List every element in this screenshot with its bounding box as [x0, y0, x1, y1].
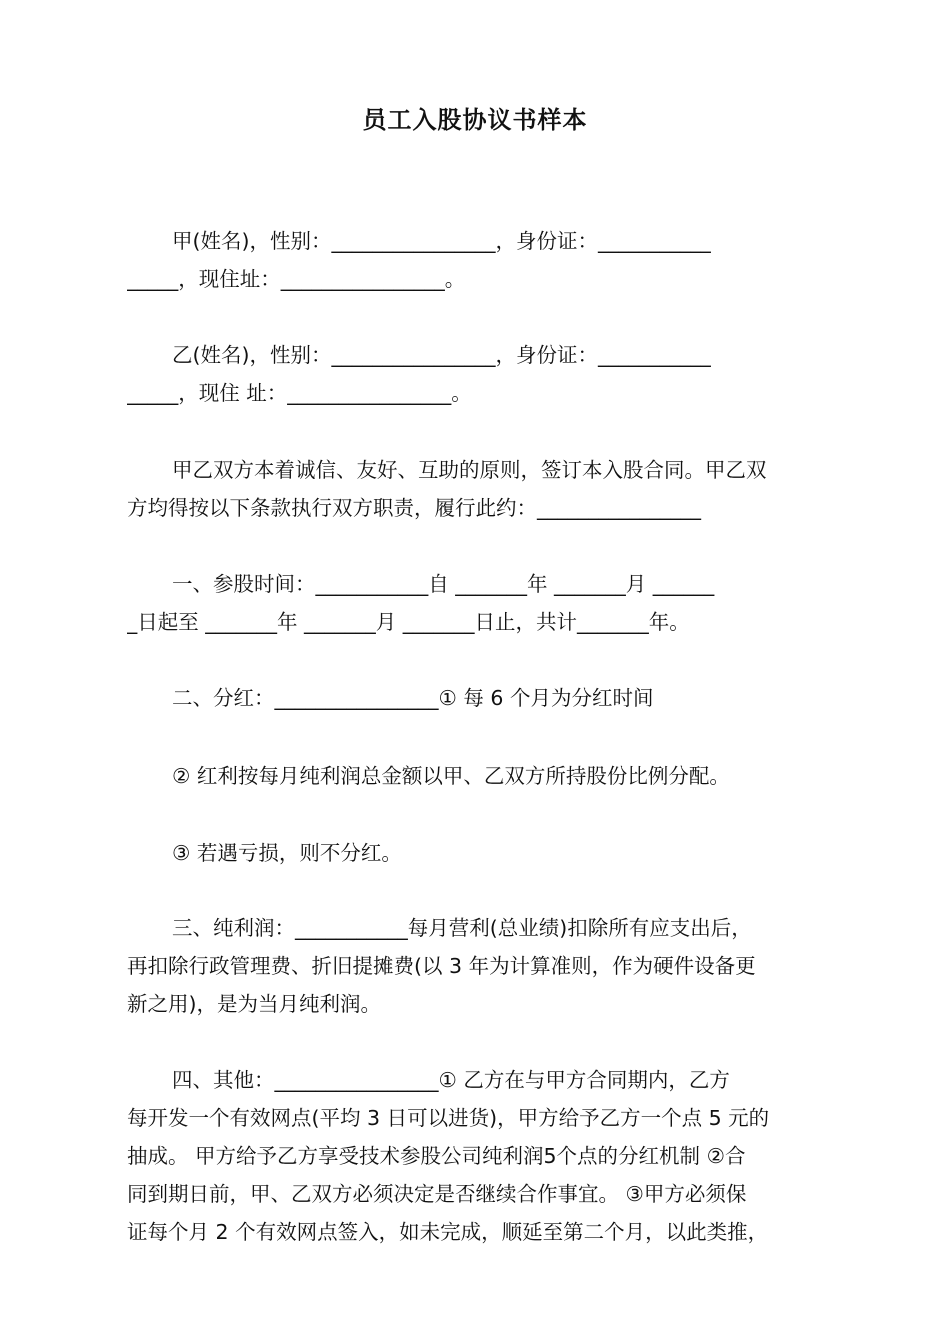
text-line: ② 红利按每月纯利润总金额以甲、乙双方所持股份比例分配。: [172, 764, 730, 788]
party-a-paragraph: [127, 222, 823, 298]
text-line: 乙(姓名)，性别：________________，身份证：___________: [172, 343, 711, 367]
clause-2-paragraph: [127, 679, 823, 717]
clause-2-item-3-paragraph: [127, 834, 823, 872]
clause-3-paragraph: [127, 909, 823, 1023]
text-line: 二、分红：________________① 每 6 个月为分红时间: [172, 686, 654, 710]
text-line: 三、纯利润：___________每月营利(总业绩)扣除所有应支出后，: [172, 916, 752, 940]
text-line: 每开发一个有效网点(平均 3 日可以进货)，甲方给予乙方一个点 5 元的: [127, 1106, 770, 1130]
preamble-paragraph: [127, 451, 823, 527]
text-line: 同到期日前，甲、乙双方必须决定是否继续合作事宜。 ③甲方必须保: [127, 1182, 747, 1206]
text-line: 方均得按以下条款执行双方职责，履行此约：________________: [127, 496, 701, 520]
text-line: _____，现住 址：________________。: [127, 381, 472, 405]
text-line: 再扣除行政管理费、折旧提摊费(以 3 年为计算准则，作为硬件设备更: [127, 954, 756, 978]
text-line: 四、其他：________________① 乙方在与甲方合同期内，乙方: [172, 1068, 730, 1092]
text-line: 新之用)，是为当月纯利润。: [127, 992, 381, 1016]
clause-1-paragraph: [127, 565, 823, 641]
clause-4-paragraph: [127, 1061, 823, 1251]
text-line: 甲乙双方本着诚信、友好、互助的原则，签订本入股合同。甲乙双: [172, 458, 767, 482]
text-line: 证每个月 2 个有效网点签入，如未完成，顺延至第二个月，以此类推，: [127, 1220, 769, 1244]
text-line: 一、参股时间：___________自 _______年 _______月 ______: [172, 572, 715, 596]
text-line: 甲(姓名)，性别：________________，身份证：___________: [172, 229, 711, 253]
clause-2-item-2-paragraph: [127, 757, 823, 795]
party-b-paragraph: [127, 336, 823, 412]
text-line: 抽成。 甲方给予乙方享受技术参股公司纯利润5个点的分红机制 ②合: [127, 1144, 746, 1168]
text-line: _____，现住址：________________。: [127, 267, 466, 291]
text-line: ③ 若遇亏损，则不分红。: [172, 841, 402, 865]
text-line: _日起至 _______年 _______月 _______日止，共计_______年。: [127, 610, 690, 634]
document-title: 员工入股协议书样本: [362, 106, 588, 134]
